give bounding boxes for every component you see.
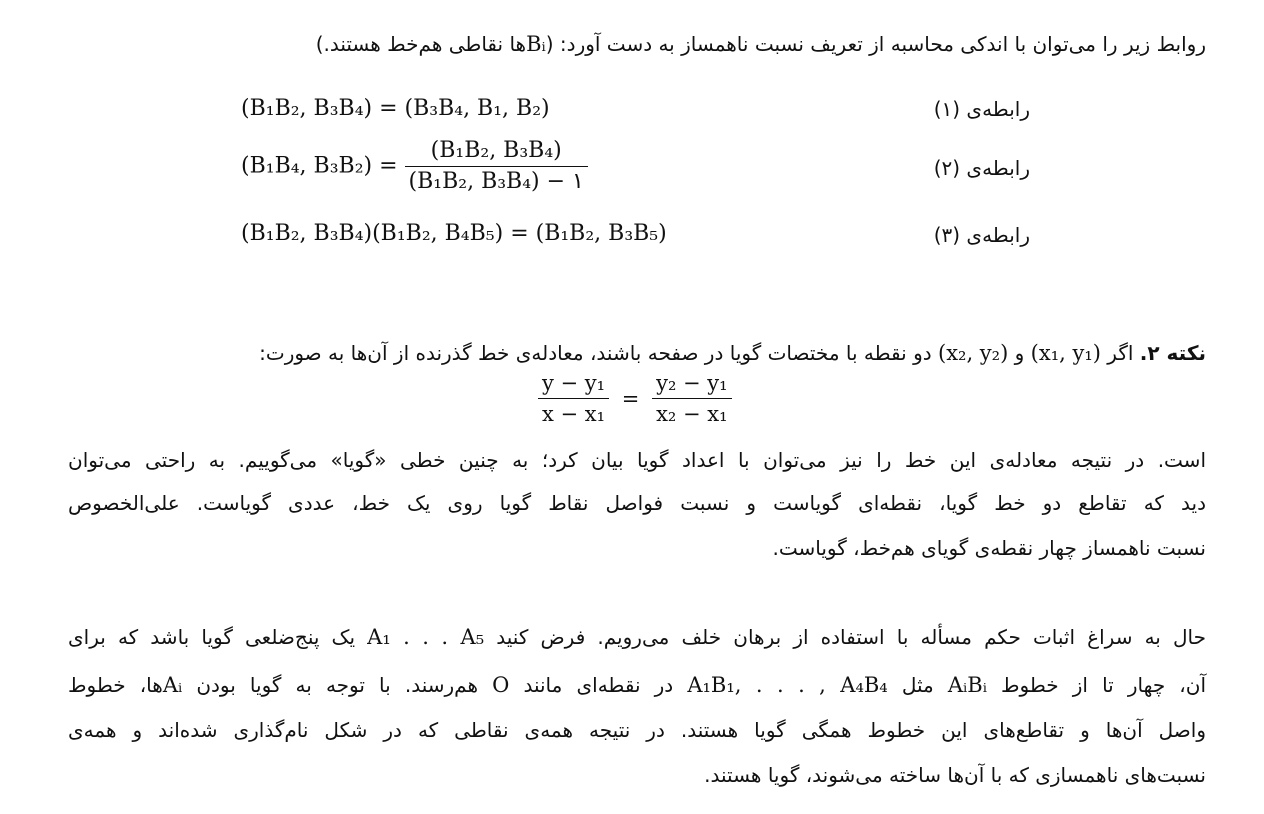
- note-line-1: است. در نتیجه معادله‌ی این خط را نیز می‌توان با اعداد گویا بیان کرد؛ به چنین خطی «گویا» می‌گوییم. به راحتی می‌توان: [68, 448, 1206, 472]
- relation-3-label: رابطه‌ی (۳): [933, 223, 1030, 247]
- para-l2-math-aibi: AᵢBᵢ: [947, 673, 987, 697]
- note-heading-line: [259, 338, 1206, 368]
- line-eq-left-den: x − x₁: [542, 402, 606, 426]
- para-l2-c: در نقطه‌ای مانند: [509, 673, 688, 697]
- para-l1-b: یک پنج‌ضلعی گویا باشد که برای: [68, 625, 368, 649]
- note-point-2: (x₂, y₂): [938, 341, 1009, 365]
- relation-3-formula: (B₁B₂, B₃B₄)(B₁B₂, B₄B₅) = (B₁B₂, B₃B₅): [241, 221, 667, 246]
- relation-2-denominator: (B₁B₂, B₃B₄) − ۱: [408, 169, 584, 194]
- note-text-c: دو نقطه با مختصات گویا در صفحه باشند، معادله‌ی خط گذرنده از آن‌ها به صورت:: [259, 341, 938, 365]
- para-l2-e: ها، خطوط: [68, 673, 163, 697]
- para-l2-a: آن، چهار تا از خطوط: [986, 673, 1207, 697]
- note-label: نکته ۲.: [1139, 341, 1206, 365]
- relation-2-formula: [241, 138, 588, 195]
- note-text-a: اگر: [1100, 341, 1140, 365]
- para-line-2: [68, 670, 1206, 700]
- intro-line: [316, 29, 1206, 59]
- para-l2-math-lines: A₁B₁, . . . , A₄B₄: [687, 673, 888, 697]
- relation-2-fraction: [405, 138, 588, 195]
- line-equation: [538, 370, 732, 427]
- para-l2-math-ai: Aᵢ: [162, 673, 183, 697]
- para-l1-math: A₁ . . . A₅: [367, 625, 485, 649]
- para-l2-d: هم‌رسند. با توجه به گویا بودن: [182, 673, 493, 697]
- para-l1-a: حال به سراغ اثبات حکم مسأله با استفاده از برهان خلف می‌رویم. فرض کنید: [484, 625, 1206, 649]
- relation-2-lhs: (B₁B₄, B₃B₂) =: [241, 153, 398, 179]
- note-line-2: دید که تقاطع دو خط گویا، نقطه‌ای گویاست و نسبت فواصل نقاط گویا روی یک خط، عددی گویاست. علی‌الخصوص: [68, 491, 1206, 515]
- para-line-4: نسبت‌های ناهمسازی که با آن‌ها ساخته می‌شوند، گویا هستند.: [704, 763, 1206, 787]
- note-line-3: نسبت ناهمساز چهار نقطه‌ی گویای هم‌خط، گویاست.: [772, 536, 1206, 560]
- relation-1-label: رابطه‌ی (۱): [933, 97, 1030, 121]
- para-line-1: [68, 622, 1206, 652]
- note-text-b: و: [1008, 341, 1031, 365]
- relation-2-label: رابطه‌ی (۲): [933, 156, 1030, 180]
- note-point-1: (x₁, y₁): [1030, 341, 1101, 365]
- para-l2-b: مثل: [887, 673, 948, 697]
- intro-math-bi: Bᵢ: [526, 32, 546, 56]
- para-l2-math-o: O: [492, 673, 510, 697]
- line-eq-right-num: y₂ − y₁: [652, 370, 732, 399]
- intro-text: روابط زیر را می‌توان با اندکی محاسبه از تعریف نسبت ناهمساز به دست آورد: (: [545, 32, 1206, 56]
- line-eq-left-num: y − y₁: [538, 370, 609, 399]
- line-eq-right-fraction: [652, 370, 732, 427]
- intro-text-after: ها نقاطی هم‌خط هستند.): [315, 32, 527, 56]
- para-line-3: واصل آن‌ها و تقاطع‌های این خطوط همگی گویا هستند. در نتیجه همه‌ی نقاطی که در شکل نام‌گذاری شده‌اند و همه‌ی: [68, 718, 1206, 742]
- line-eq-right-den: x₂ − x₁: [656, 402, 728, 426]
- line-eq-sign: =: [621, 386, 640, 411]
- line-eq-left-fraction: [538, 370, 609, 427]
- relation-1-formula: (B₁B₂, B₃B₄) = (B₃B₄, B₁, B₂): [241, 96, 550, 121]
- relation-2-numerator: (B₁B₂, B₃B₄): [405, 138, 588, 167]
